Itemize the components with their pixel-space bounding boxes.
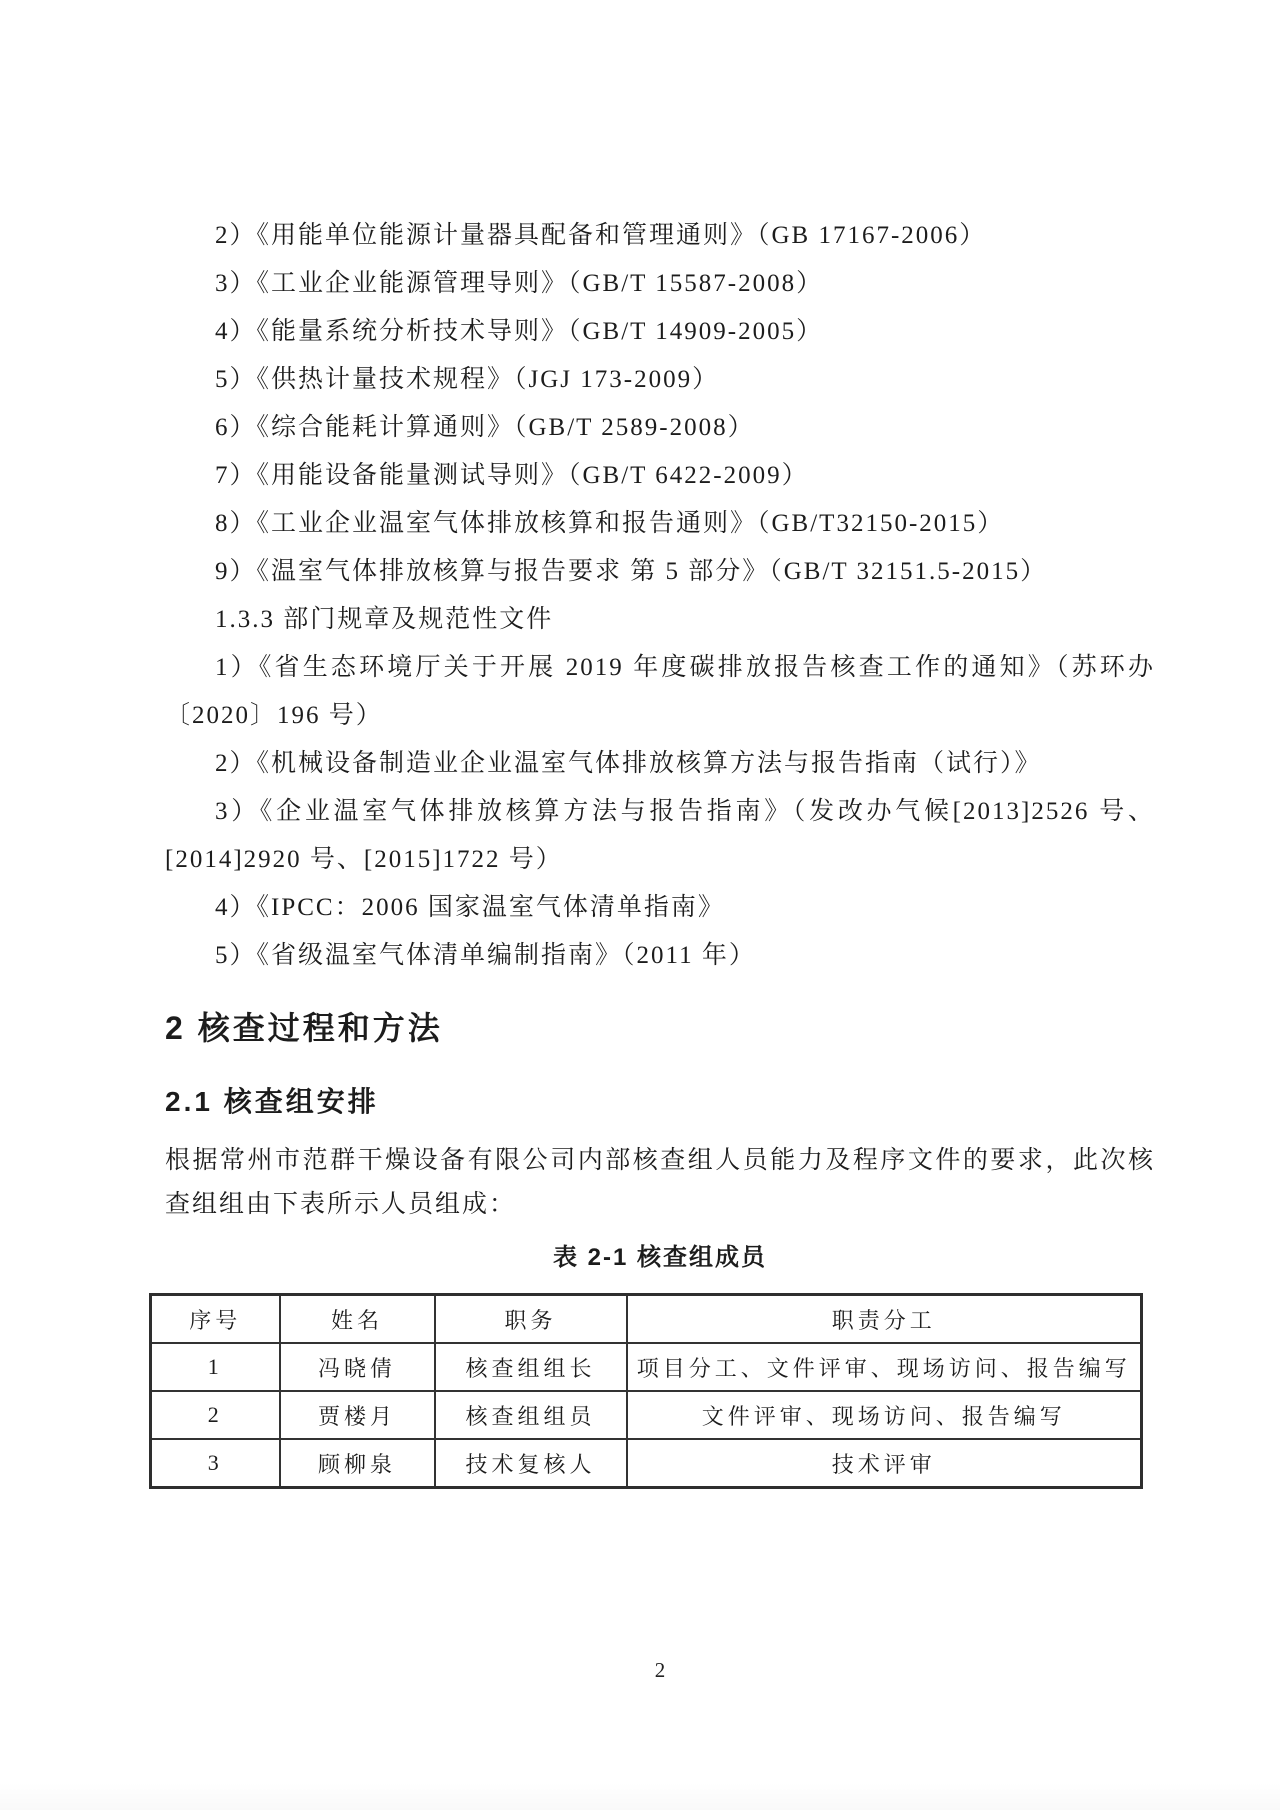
table-cell-role: 核查组组长 <box>435 1343 627 1391</box>
table-cell-index: 3 <box>151 1439 280 1488</box>
regulation-item: 4）《能量系统分析技术导则》（GB/T 14909-2005） <box>215 318 824 345</box>
subsection-heading-1-3-3: 1.3.3 部门规章及规范性文件 <box>215 606 554 633</box>
regulation-item: 5）《省级温室气体清单编制指南》（2011 年） <box>215 942 756 969</box>
section-heading: 2.1 核查组安排 <box>165 1086 379 1117</box>
regulations-list <box>165 212 1155 980</box>
table-cell-role: 技术复核人 <box>435 1439 627 1488</box>
table-header-row <box>151 1295 1142 1344</box>
col-header-duties: 职责分工 <box>627 1295 1142 1344</box>
table-cell-duties: 项目分工、文件评审、现场访问、报告编写 <box>627 1343 1142 1391</box>
table-row <box>151 1439 1142 1488</box>
table-cell-duties: 技术评审 <box>627 1439 1142 1488</box>
team-table <box>149 1293 1143 1489</box>
col-header-name: 姓名 <box>280 1295 435 1344</box>
regulation-item: 5）《供热计量技术规程》（JGJ 173-2009） <box>215 366 720 393</box>
regulation-item: 2）《机械设备制造业企业温室气体排放核算方法与报告指南（试行）》 <box>215 750 1042 777</box>
intro-paragraph: 根据常州市范群干燥设备有限公司内部核查组人员能力及程序文件的要求，此次核查组组由下表所示人员组成： <box>165 1147 1155 1218</box>
regulation-item: 7）《用能设备能量测试导则》（GB/T 6422-2009） <box>215 462 809 489</box>
table-row <box>151 1391 1142 1439</box>
regulation-item: 8）《工业企业温室气体排放核算和报告通则》（GB/T32150-2015） <box>215 510 1005 537</box>
regulation-item: 1）《省生态环境厅关于开展 2019 年度碳排放报告核查工作的通知》（苏环办〔2020〕196 号） <box>165 654 1155 729</box>
col-header-role: 职务 <box>435 1295 627 1344</box>
table-cell-name: 顾柳泉 <box>280 1439 435 1488</box>
table-cell-index: 1 <box>151 1343 280 1391</box>
regulation-item: 3）《企业温室气体排放核算方法与报告指南》（发改办气候[2013]2526 号、[2014]2920 号、[2015]1722 号） <box>165 798 1155 873</box>
table-cell-role: 核查组组员 <box>435 1391 627 1439</box>
table-cell-name: 贾楼月 <box>280 1391 435 1439</box>
table-cell-index: 2 <box>151 1391 280 1439</box>
table-caption: 表 2-1 核查组成员 <box>552 1244 768 1271</box>
regulation-item: 2）《用能单位能源计量器具配备和管理通则》（GB 17167-2006） <box>215 222 987 249</box>
regulation-item: 6）《综合能耗计算通则》（GB/T 2589-2008） <box>215 414 755 441</box>
regulation-item: 9）《温室气体排放核算与报告要求 第 5 部分》（GB/T 32151.5-2015） <box>215 558 1048 585</box>
page-number: 2 <box>654 1658 666 1682</box>
table-cell-name: 冯晓倩 <box>280 1343 435 1391</box>
table-row <box>151 1343 1142 1391</box>
col-header-index: 序号 <box>151 1295 280 1344</box>
regulation-item: 3）《工业企业能源管理导则》（GB/T 15587-2008） <box>215 270 824 297</box>
chapter-heading: 2 核查过程和方法 <box>165 1010 443 1046</box>
table-cell-duties: 文件评审、现场访问、报告编写 <box>627 1391 1142 1439</box>
regulation-item: 4）《IPCC：2006 国家温室气体清单指南》 <box>215 894 725 921</box>
